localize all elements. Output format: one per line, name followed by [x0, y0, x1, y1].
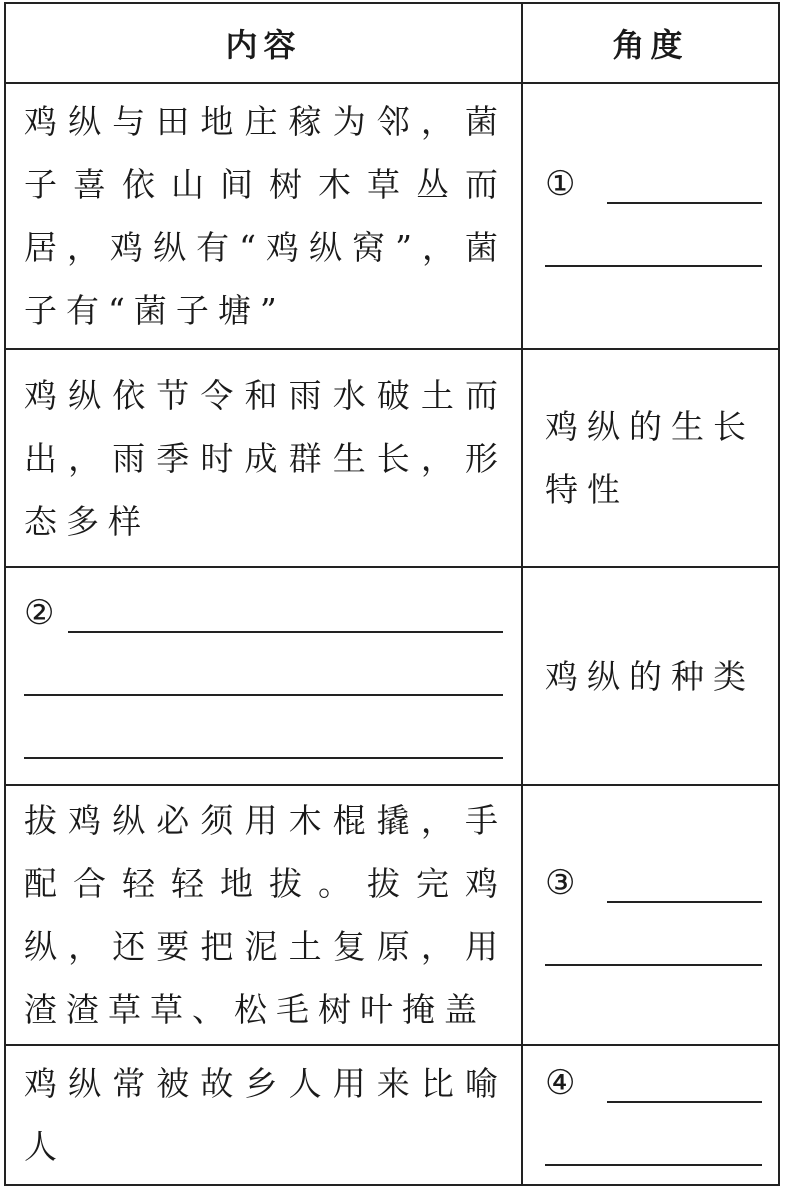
answer-blank-3[interactable]	[545, 852, 762, 915]
blank-marker-3: ③	[545, 863, 585, 903]
answer-blank-2-line-2[interactable]	[24, 645, 503, 708]
answer-blank-1-line-2[interactable]	[545, 216, 762, 279]
table-row	[5, 1045, 779, 1185]
row-4-content: 拔鸡纵必须用木棍撬，手配合轻轻地拔。拔完鸡纵，还要把泥土复原，用渣渣草草、松毛树叶掩盖	[5, 785, 522, 1045]
table-row	[5, 785, 779, 1045]
row-5-angle-cell	[522, 1045, 779, 1185]
blank-marker-1: ①	[545, 164, 585, 204]
answer-blank-4[interactable]	[545, 1052, 762, 1115]
table-row	[5, 83, 779, 349]
content-angle-table	[4, 2, 780, 1186]
answer-blank-4-line-2[interactable]	[545, 1115, 762, 1178]
row-5-content: 鸡纵常被故乡人用来比喻人	[5, 1045, 522, 1185]
header-angle: 角度	[522, 3, 779, 83]
row-3-angle: 鸡纵的种类	[522, 567, 779, 785]
answer-blank-2-line-3[interactable]	[24, 708, 503, 771]
blank-marker-2: ②	[24, 592, 64, 633]
answer-blank-1[interactable]	[545, 153, 762, 216]
row-2-content: 鸡纵依节令和雨水破土而出，雨季时成群生长，形态多样	[5, 349, 522, 567]
row-4-angle-cell	[522, 785, 779, 1045]
row-1-content: 鸡纵与田地庄稼为邻，菌子喜依山间树木草丛而居，鸡纵有“鸡纵窝”，菌子有“菌子塘”	[5, 83, 522, 349]
row-2-angle: 鸡纵的生长特性	[522, 349, 779, 567]
row-1-angle-cell	[522, 83, 779, 349]
blank-marker-4: ④	[545, 1063, 585, 1103]
header-content: 内容	[5, 3, 522, 83]
answer-blank-3-line-2[interactable]	[545, 915, 762, 978]
answer-blank-2[interactable]	[24, 582, 503, 645]
table-header-row	[5, 3, 779, 83]
table-row	[5, 349, 779, 567]
table-row	[5, 567, 779, 785]
row-3-content-cell	[5, 567, 522, 785]
